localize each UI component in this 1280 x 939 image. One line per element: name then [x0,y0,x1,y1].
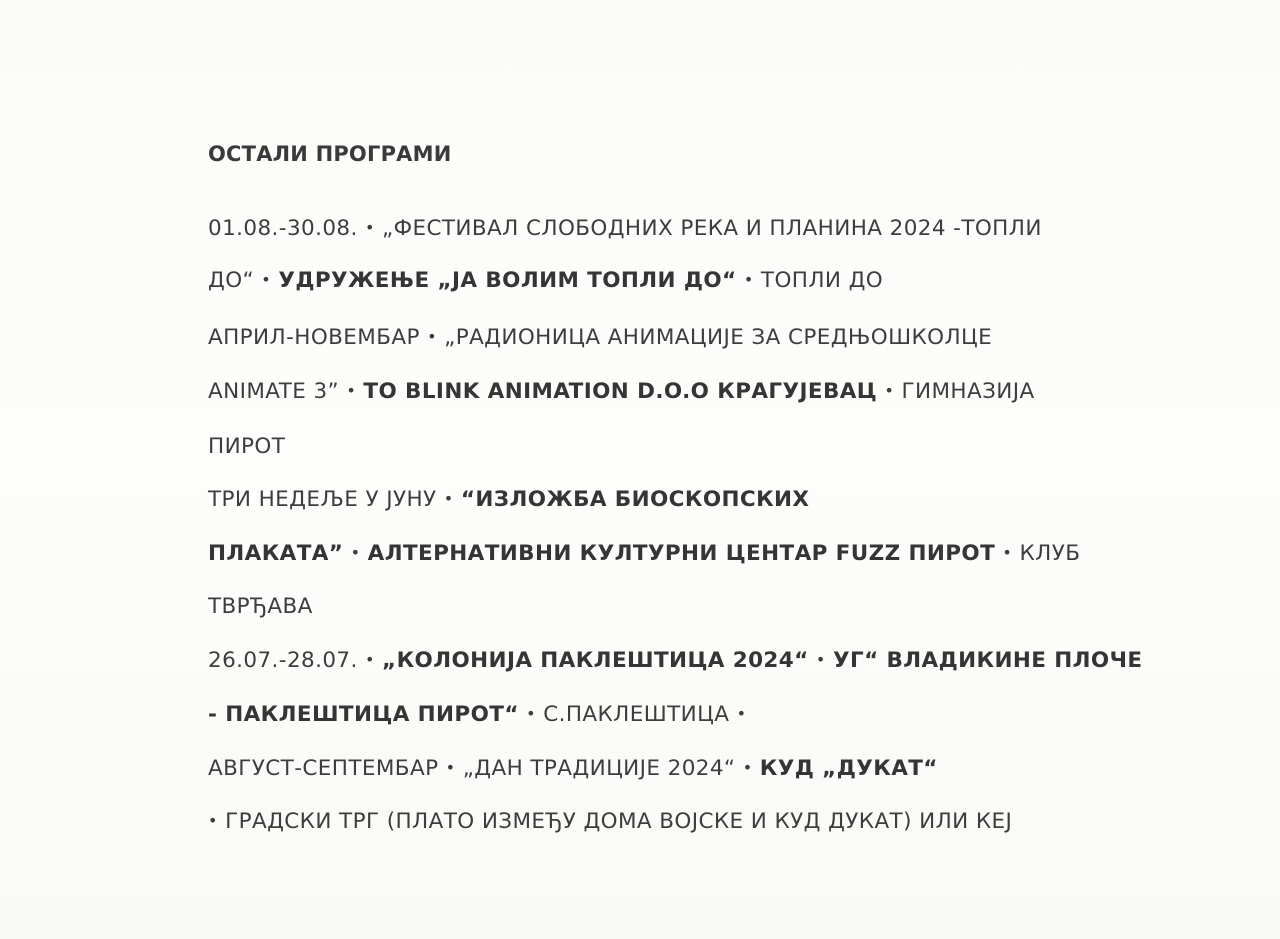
bullet-separator: • [742,758,753,777]
entry-5-organizer: КУД „ДУКАТ“ [759,756,938,781]
entry-2-organizer: TO BLINK ANIMATION D.O.O КРАГУЈЕВАЦ [363,379,878,404]
bullet-separator: • [443,489,454,508]
entry-2-venue-cont: ПИРОТ [208,434,286,459]
bullet-separator: • [445,758,456,777]
entry-2-line-2 [208,379,1035,404]
bullet-separator: • [736,704,747,723]
entry-2-venue: ГИМНАЗИЈА [901,379,1035,404]
entry-2-line-1 [208,325,992,350]
entry-1-date: 01.08.-30.08. [208,216,358,241]
entry-4-venue: С.ПАКЛЕШТИЦА [543,702,730,727]
entry-2-date: АПРИЛ-НОВЕМБАР [208,325,420,350]
entry-1-venue: ТОПЛИ ДО [760,268,884,293]
bullet-separator: • [815,650,826,669]
entry-3-line-2 [208,541,1080,566]
bullet-separator: • [884,381,895,400]
entry-5-venue: ГРАДСКИ ТРГ (ПЛАТО ИЗМЕЂУ ДОМА ВОЈСКЕ И КУД ДУКАТ) ИЛИ КЕЈ [225,809,1013,834]
entry-4-organizer-cont: - ПАКЛЕШТИЦА ПИРОТ“ [208,702,519,727]
entry-1-line-2 [208,268,883,293]
entry-5-date: АВГУСТ-СЕПТЕМБАР [208,756,439,781]
entry-3-line-3 [208,594,313,619]
entry-3-title: “ИЗЛОЖБА БИОСКОПСКИХ [460,487,810,512]
entry-4-organizer: УГ“ ВЛАДИКИНЕ ПЛОЧЕ [833,648,1143,673]
entry-3-date: ТРИ НЕДЕЉЕ У ЈУНУ [208,487,437,512]
bullet-separator: • [208,811,218,830]
bullet-separator: • [1002,543,1013,562]
entry-3-organizer: АЛТЕРНАТИВНИ КУЛТУРНИ ЦЕНТАР FUZZ ПИРОТ [367,541,996,566]
entry-3-title-cont: ПЛАКАТА” [208,541,344,566]
entry-2-title-cont: ANIMATE 3” [208,379,340,404]
entry-2-title: „РАДИОНИЦА АНИМАЦИЈЕ ЗА СРЕДЊОШКОЛЦЕ [444,325,993,350]
entry-2-line-3 [208,434,285,459]
entry-4-line-1 [208,648,1142,673]
entry-4-date: 26.07.-28.07. [208,648,358,673]
entry-3-line-1 [208,487,809,512]
entry-5-line-1 [208,756,938,781]
bullet-separator: • [346,381,357,400]
bullet-separator: • [364,218,375,237]
entry-3-venue-cont: ТВРЂАВА [208,594,313,619]
bullet-separator: • [261,270,272,289]
bullet-separator: • [350,543,361,562]
entry-3-venue: КЛУБ [1019,541,1081,566]
bullet-separator: • [743,270,754,289]
entry-1-organizer: УДРУЖЕЊЕ „ЈА ВОЛИМ ТОПЛИ ДО“ [278,268,737,293]
entry-4-title: „КОЛОНИЈА ПАКЛЕШТИЦА 2024“ [382,648,809,673]
bullet-separator: • [364,650,375,669]
bullet-separator: • [427,327,437,346]
section-heading: ОСТАЛИ ПРОГРАМИ [208,142,452,166]
entry-5-line-2 [208,809,1012,834]
entry-1-title: „ФЕСТИВАЛ СЛОБОДНИХ РЕКА И ПЛАНИНА 2024 -ТОПЛИ [382,216,1042,241]
entry-1-title-cont: ДО“ [208,268,255,293]
entry-5-title: „ДАН ТРАДИЦИЈЕ 2024“ [462,756,736,781]
entry-1-line-1 [208,216,1042,241]
entry-4-line-2 [208,702,746,727]
bullet-separator: • [526,704,536,723]
